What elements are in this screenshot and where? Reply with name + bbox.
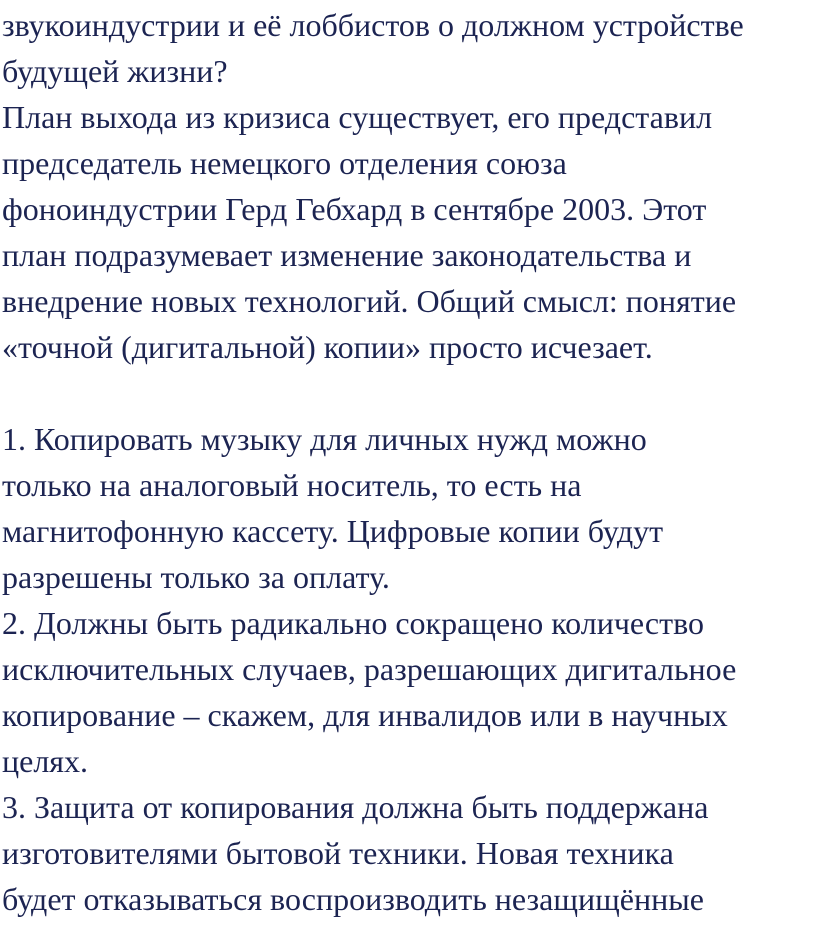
- list-item: только на аналоговый носитель, то есть на: [2, 467, 582, 503]
- text-line: План выхода из кризиса существует, его представил: [2, 99, 713, 135]
- text-line: внедрение новых технологий. Общий смысл: понятие: [2, 283, 737, 319]
- list-item: разрешены только за оплату.: [2, 559, 390, 595]
- text-line: «точной (дигитальной) копии» просто исчезает.: [2, 329, 653, 365]
- list-item: 2. Должны быть радикально сокращено количество: [2, 605, 704, 641]
- text-line: будущей жизни?: [2, 53, 228, 89]
- list-item: изготовителями бытовой техники. Новая техника: [2, 835, 674, 871]
- text-line: фоноиндустрии Герд Гебхард в сентябре 2003. Этот: [2, 191, 707, 227]
- list-item: магнитофонную кассету. Цифровые копии будут: [2, 513, 664, 549]
- text-line: план подразумевает изменение законодательства и: [2, 237, 692, 273]
- list-item: 1. Копировать музыку для личных нужд можно: [2, 421, 647, 457]
- list-item: будет отказываться воспроизводить незащищённые: [2, 881, 704, 917]
- list-item: исключительных случаев, разрешающих дигитальное: [2, 651, 737, 687]
- list-item: 3. Защита от копирования должна быть поддержана: [2, 789, 709, 825]
- text-line: звукоиндустрии и её лоббистов о должном устройстве: [2, 7, 744, 43]
- list-item: целях.: [2, 743, 89, 779]
- list-item: копирование – скажем, для инвалидов или в научных: [2, 697, 728, 733]
- text-line: председатель немецкого отделения союза: [2, 145, 567, 181]
